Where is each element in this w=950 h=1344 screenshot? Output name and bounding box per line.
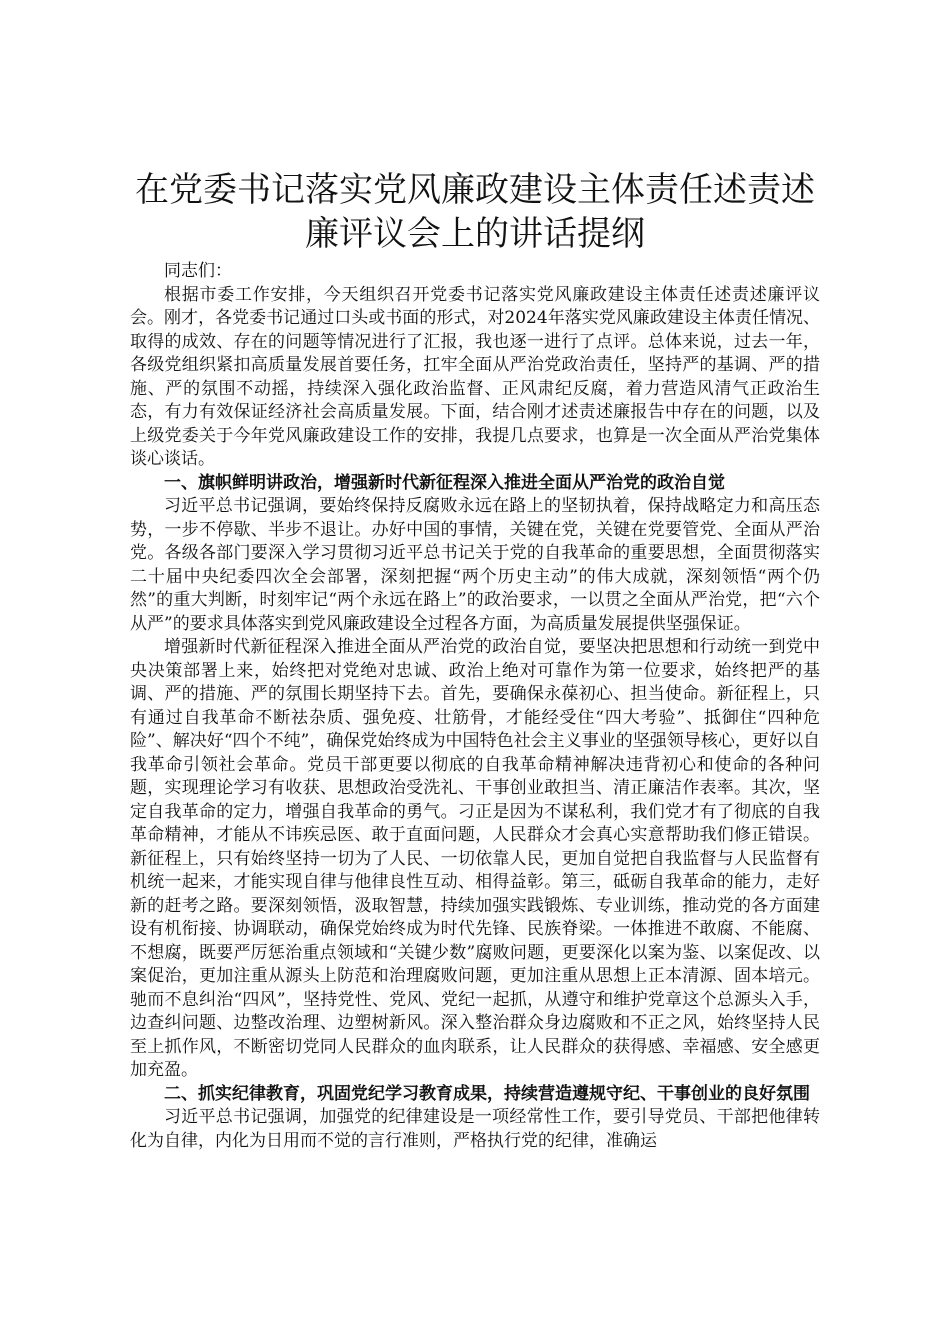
title-line-2: 廉评议会上的讲话提纲	[305, 214, 645, 254]
section1-paragraph-2: 增强新时代新征程深入推进全面从严治党的政治自觉，要坚决把思想和行动统一到党中央决策部署上来，始终把对党绝对忠诚、政治上绝对可靠作为第一位要求，始终把严的基调、严的措施、严的氛围长期坚持下去。首先，要确保永葆初心、担当使命。新征程上，只有通过自我革命不断祛杂质、强免疫、壮筋骨，才能经受住“四大考验”、抵御住“四种危险”、解决好“四个不纯”，确保党始终成为中国特色社会主义事业的坚强领导核心，更好以自我革命引领社会革命。党员干部更要以彻底的自我革命精神解决违背初心和使命的各种问题，实现理论学习有收获、思想政治受洗礼、干事创业敢担当、清正廉洁作表率。其次，坚定自我革命的定力，增强自我革命的勇气。刁正是因为不谋私利，我们党才有了彻底的自我革命精神，才能从不讳疾忌医、敢于直面问题，人民群众才会真心实意帮助我们修正错误。新征程上，只有始终坚持一切为了人民、一切依靠人民，更加自觉把自我监督与人民监督有机统一起来，才能实现自律与他律良性互动、相得益彰。第三，砥砺自我革命的能力，走好新的赶考之路。要深刻领悟，汲取智慧，持续加强实践锻炼、专业训练，推动党的各方面建设有机衔接、协调联动，确保党始终成为时代先锋、民族脊梁。一体推进不敢腐、不能腐、不想腐，既要严厉惩治重点领域和“关键少数”腐败问题，更要深化以案为鉴、以案促改、以案促治，更加注重从源头上防范和治理腐败问题，更加注重从思想上正本清源、固本培元。驰而不息纠治“四风”，坚持党性、党风、党纪一起抓，从遵守和维护党章这个总源头入手，边查纠问题、边整改治理、边塑树新风。深入整治群众身边腐败和不正之风，始终坚持人民至上抓作风，不断密切党同人民群众的血肉联系，让人民群众的获得感、幸福感、安全感更加充盈。	[130, 637, 820, 1080]
section1-paragraph-1: 习近平总书记强调，要始终保持反腐败永远在路上的坚韧执着，保持战略定力和高压态势，一步不停歇、半步不退让。办好中国的事情，关键在党，关键在党要管党、全面从严治党。各级各部门要深入学习贯彻习近平总书记关于党的自我革命的重要思想，全面贯彻落实二十届中央纪委四次全会部署，深刻把握“两个历史主动”的伟大成就，深刻领悟“两个仍然”的重大判断，时刻牢记“两个永远在路上”的政治要求，一以贯之全面从严治党，把“六个从严”的要求具体落实到党风廉政建设全过程各方面，为高质量发展提供坚强保证。	[130, 496, 820, 634]
document-page	[130, 168, 820, 1153]
title-line-1: 在党委书记落实党风廉政建设主体责任述责述	[135, 170, 815, 210]
section-heading-2: 二、抓实纪律教育，巩固党纪学习教育成果，持续营造遵规守纪、干事创业的良好氛围	[164, 1083, 810, 1104]
section2-paragraph-1: 习近平总书记强调，加强党的纪律建设是一项经常性工作，要引导党员、干部把他律转化为自律，内化为日用而不觉的言行准则，严格执行党的纪律，准确运	[130, 1107, 820, 1151]
document-title	[130, 168, 820, 256]
section-heading-1: 一、旗帜鲜明讲政治，增强新时代新征程深入推进全面从严治党的政治自觉	[164, 472, 725, 493]
salutation: 同志们：	[164, 261, 232, 281]
intro-paragraph: 根据市委工作安排，今天组织召开党委书记落实党风廉政建设主体责任述责述廉评议会。刚才，各党委书记通过口头或书面的形式，对2024年落实党风廉政建设主体责任情况、取得的成效、存在的问题等情况进行了汇报，我也逐一进行了点评。总体来说，过去一年，各级党组织紧扣高质量发展首要任务，扛牢全面从严治党政治责任，坚持严的基调、严的措施、严的氛围不动摇，持续深入强化政治监督、正风肃纪反腐，着力营造风清气正政治生态，有力有效保证经济社会高质量发展。下面，结合刚才述责述廉报告中存在的问题，以及上级党委关于今年党风廉政建设工作的安排，我提几点要求，也算是一次全面从严治党集体谈心谈话。	[130, 284, 820, 469]
document-body	[130, 260, 820, 1153]
